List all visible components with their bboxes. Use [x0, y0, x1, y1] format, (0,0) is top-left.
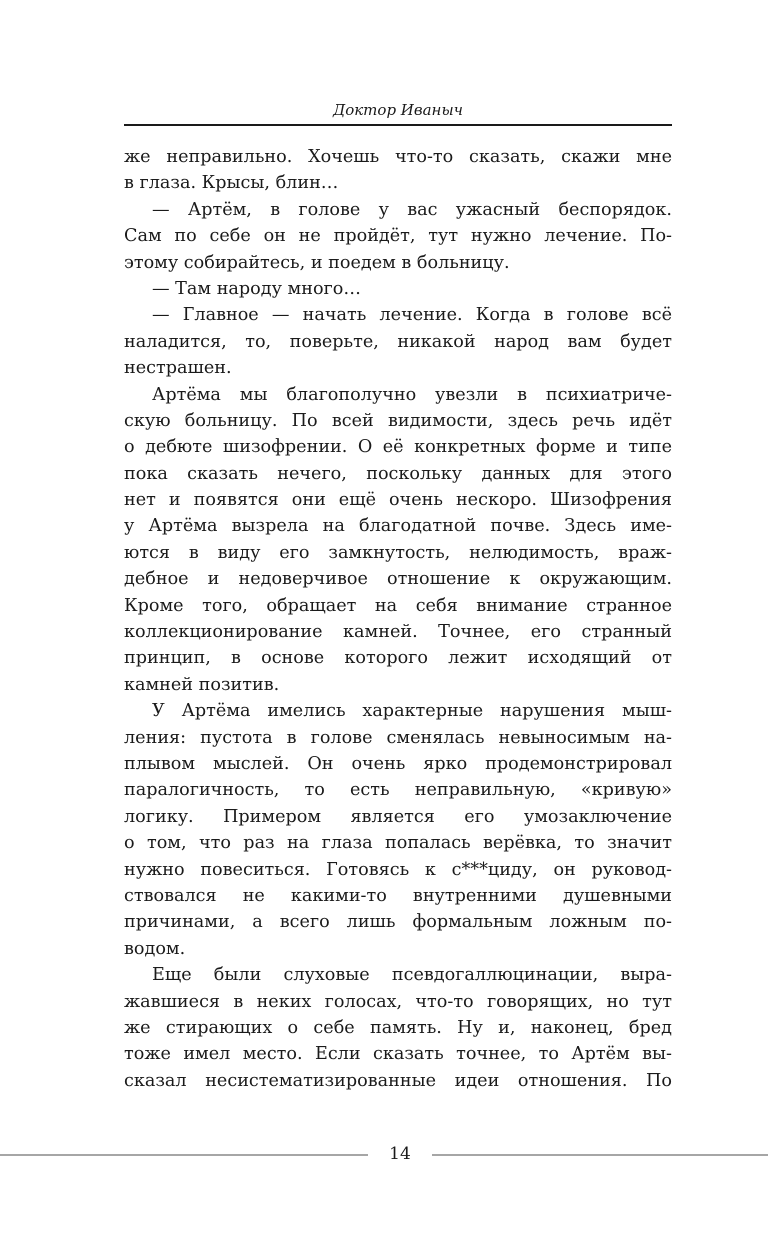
text-line: пока сказать нечего, поскольку данных для этого	[124, 463, 672, 484]
text-line: плывом мыслей. Он очень ярко продемонстрировал	[124, 753, 672, 774]
text-line: Сам по себе он не пройдёт, тут нужно лечение. По-	[124, 226, 672, 247]
text-line: жавшиеся в неких голосах, что-то говорящих, но тут	[124, 991, 672, 1012]
text-line: — Главное — начать лечение. Когда в голове всё	[152, 305, 672, 326]
text-line: в глаза. Крысы, блин…	[124, 173, 339, 194]
text-line: Кроме того, обращает на себя внимание странное	[124, 595, 672, 616]
text-line: нестрашен.	[124, 358, 232, 379]
text-line: скую больницу. По всей видимости, здесь речь идёт	[124, 410, 672, 431]
text-line: этому собирайтесь, и поедем в больницу.	[124, 252, 510, 273]
text-line: сказал несистематизированные идеи отношения. По	[124, 1070, 672, 1091]
text-line: ления: пустота в голове сменялась невыносимым на-	[124, 727, 672, 748]
text-line: о дебюте шизофрении. О её конкретных форме и типе	[124, 437, 672, 458]
text-line: наладится, то, поверьте, никакой народ вам будет	[124, 331, 672, 352]
footer-rule-right	[432, 1154, 768, 1156]
text-line: ствовался не какими-то внутренними душевными	[124, 885, 672, 906]
text-line: причинами, а всего лишь формальным ложным по-	[124, 912, 672, 933]
text-line: же стирающих о себе память. Ну и, наконец, бред	[124, 1017, 672, 1038]
text-line: у Артёма вызрела на благодатной почве. Здесь име-	[124, 516, 672, 537]
text-line: паралогичность, то есть неправильную, «кривую»	[124, 780, 672, 801]
text-line: принцип, в основе которого лежит исходящий от	[124, 648, 672, 669]
text-line: Еще были слуховые псевдогаллюцинации, выра-	[152, 965, 672, 986]
text-line: — Артём, в голове у вас ужасный беспорядок.	[152, 199, 672, 220]
header-rule	[124, 124, 672, 126]
text-line: камней позитив.	[124, 674, 280, 695]
text-line: Артёма мы благополучно увезли в психиатриче-	[152, 384, 672, 405]
text-line: логику. Примером является его умозаключение	[124, 806, 672, 827]
text-line: У Артёма имелись характерные нарушения мыш-	[152, 701, 672, 722]
text-line: — Там народу много…	[152, 278, 361, 299]
text-line: дебное и недоверчивое отношение к окружающим.	[124, 569, 672, 590]
text-line: о том, что раз на глаза попалась верёвка, то значит	[124, 833, 672, 854]
page-number: 14	[389, 1144, 411, 1164]
text-line: нет и появятся они ещё очень нескоро. Шизофрения	[124, 490, 672, 511]
text-line: ются в виду его замкнутость, нелюдимость, враж-	[124, 542, 672, 563]
text-line: же неправильно. Хочешь что-то сказать, скажи мне	[124, 147, 672, 167]
text-line: нужно повеситься. Готовясь к с***циду, он руковод-	[124, 859, 672, 880]
footer-rule-left	[0, 1154, 368, 1156]
text-line: коллекционирование камней. Точнее, его странный	[124, 622, 672, 643]
running-title: Доктор Иваныч	[333, 101, 463, 119]
text-line: тоже имел место. Если сказать точнее, то Артём вы-	[124, 1044, 672, 1065]
text-line: водом.	[124, 938, 186, 959]
body-text	[124, 144, 672, 1094]
